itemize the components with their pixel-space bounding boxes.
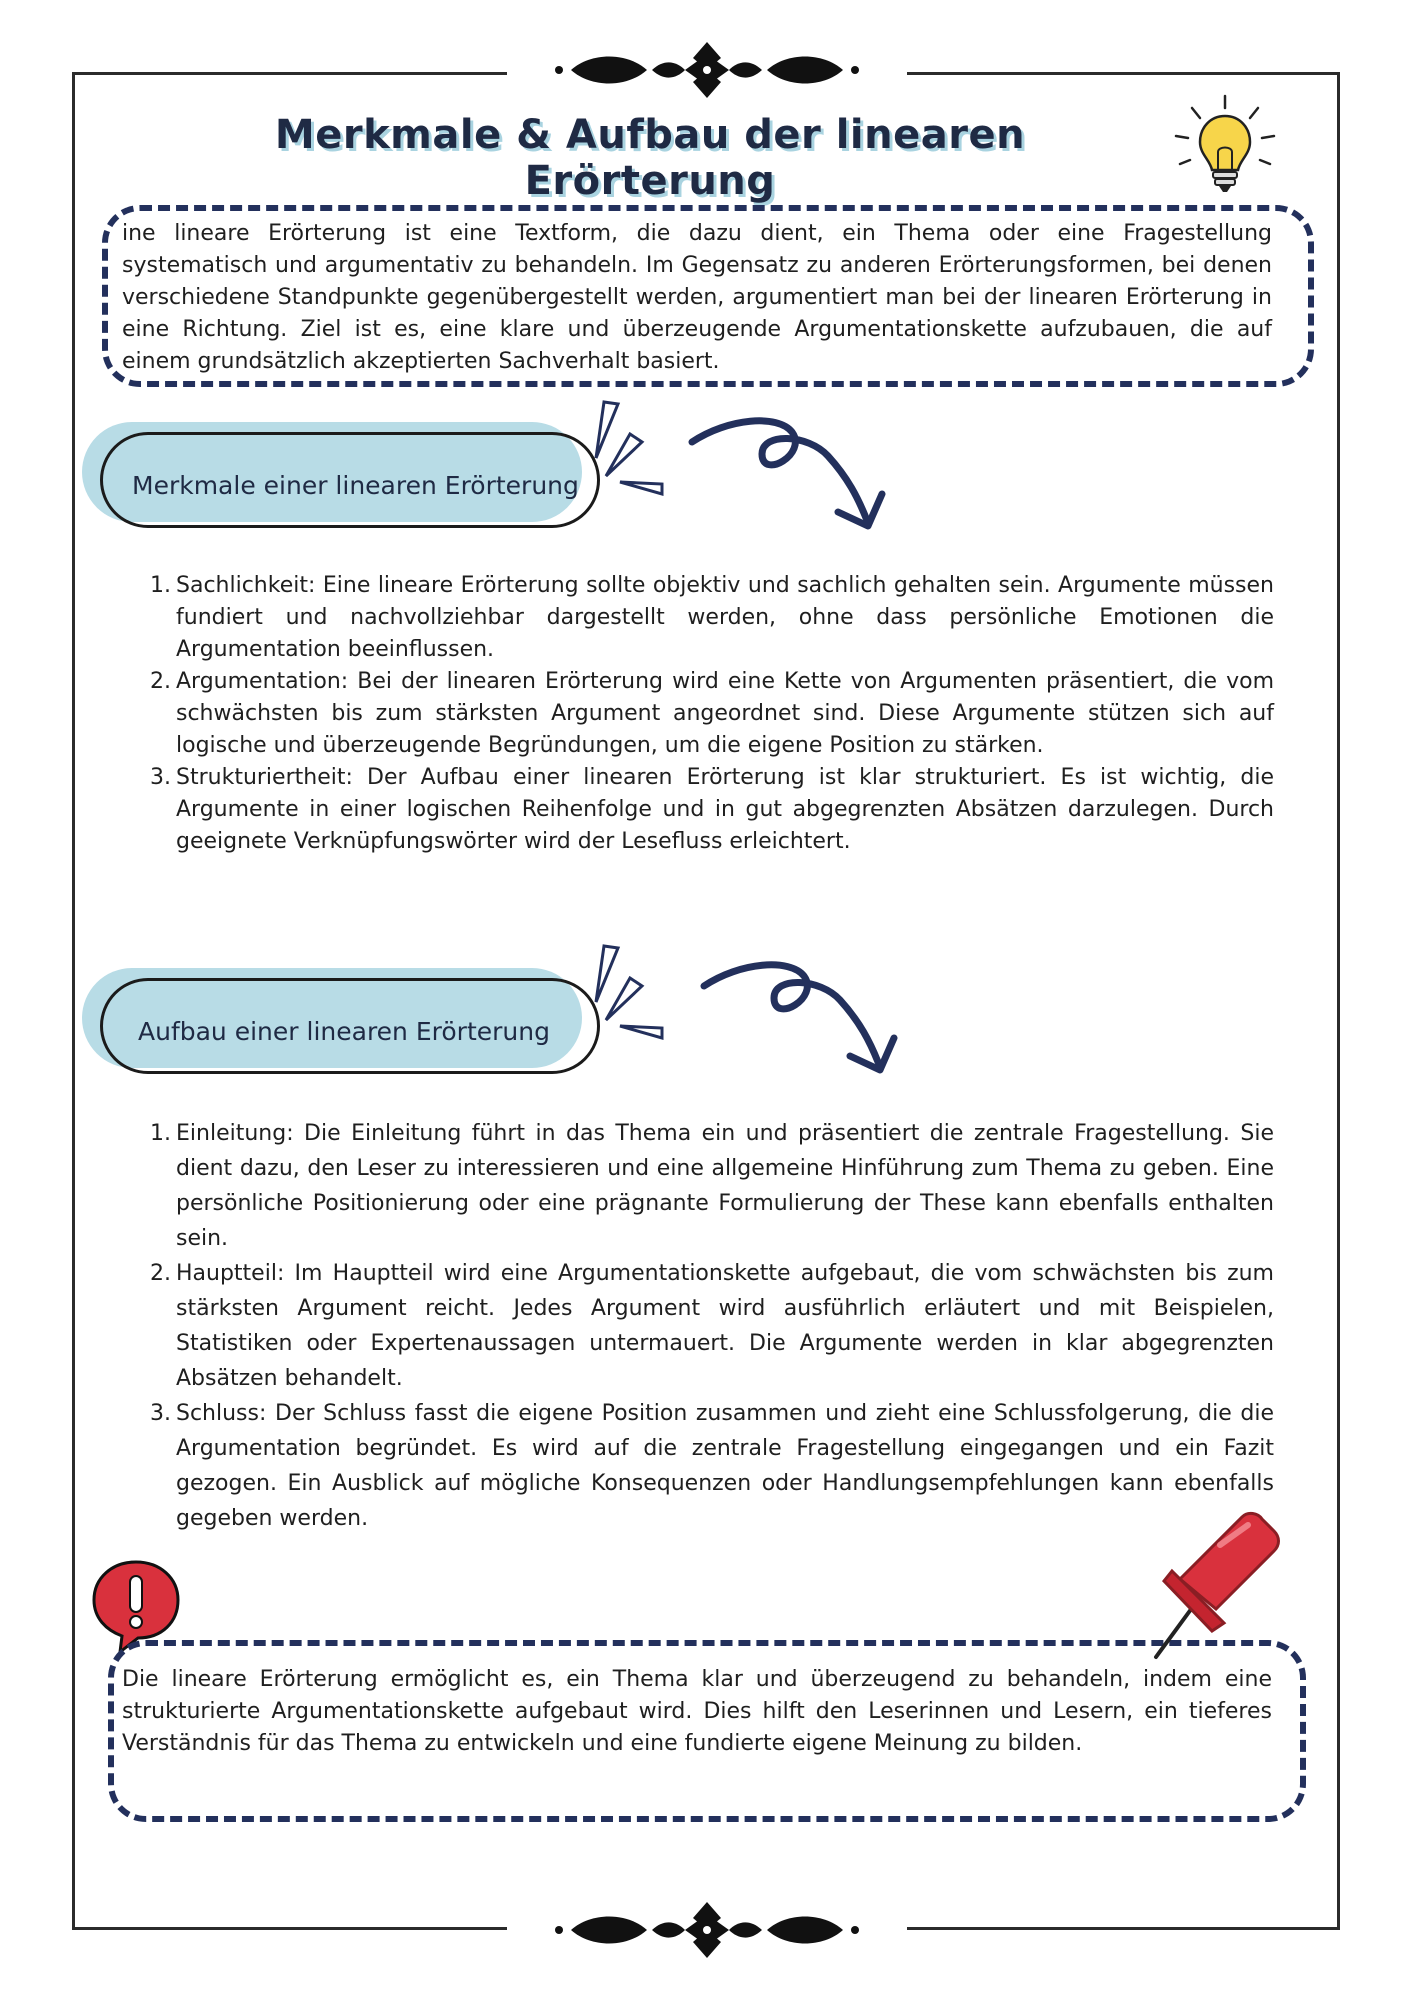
page-title: Merkmale & Aufbau der linearen Erörterung <box>274 112 1026 204</box>
list-item: 3. Schluss: Der Schluss fasst die eigene Position zusammen und zieht eine Schlussfolgerung, die die Argumentation begründet. Es wird auf die zentrale Fragestellung eingegangen und ein Fazit gezogen. Ein Ausblick auf mögliche Konsequenzen oder Handlungsempfehlungen kann ebenfalls gegeben werden. <box>150 1401 1274 1531</box>
ornament-icon <box>507 1898 907 1962</box>
structure-list <box>150 1116 1274 1536</box>
accent-lines-icon <box>590 398 670 498</box>
accent-lines-icon <box>590 942 670 1042</box>
list-item: 2. Argumentation: Bei der linearen Erörterung wird eine Kette von Argumenten präsentiert, die vom schwächsten bis zum stärksten Argument angeordnet sind. Diese Argumente stützen sich auf logische und überzeugende Begründungen, um die eigene Position zu stärken. <box>150 669 1274 758</box>
list-item: 1. Einleitung: Die Einleitung führt in das Thema ein und präsentiert die zentrale Fragestellung. Sie dient dazu, den Leser zu interessieren und eine allgemeine Hinführung zum Thema zu geben. Eine persönliche Positionierung oder eine prägnante Formulierung der These kann ebenfalls enthalten sein. <box>150 1121 1274 1251</box>
curly-arrow-icon <box>688 408 898 538</box>
features-list <box>150 570 1274 858</box>
curly-arrow-icon <box>700 952 910 1082</box>
lightbulb-icon <box>1170 92 1280 202</box>
section1-heading: Merkmale einer linearen Erörterung <box>132 471 579 500</box>
conclusion-paragraph: Die lineare Erörterung ermöglicht es, ein Thema klar und überzeugend zu behandeln, indem eine strukturierte Argumentationskette aufgebaut wird. Dies hilft den Leserinnen und Lesern, ein tieferes Verständnis für das Thema zu entwickeln und eine fundierte eigene Meinung zu bilden. <box>122 1667 1272 1756</box>
list-item: 1. Sachlichkeit: Eine lineare Erörterung sollte objektiv und sachlich gehalten sein. Argumente müssen fundiert und nachvollziehbar dargestellt werden, ohne dass persönliche Emotionen die Argumentation beeinflussen. <box>150 573 1274 662</box>
section2-heading: Aufbau einer linearen Erörterung <box>138 1017 550 1046</box>
ornament-icon <box>507 38 907 102</box>
intro-paragraph: ine lineare Erörterung ist eine Textform, die dazu dient, ein Thema oder eine Fragestellung systematisch und argumentativ zu behandeln. Im Gegensatz zu anderen Erörterungsformen, bei denen verschiedene Standpunkte gegenübergestellt werden, argumentiert man bei der linearen Erörterung in eine Richtung. Ziel ist es, eine klare und überzeugende Argumentationskette aufzubauen, die auf einem grundsätzlich akzeptierten Sachverhalt basiert. <box>122 221 1272 374</box>
list-item: 3. Strukturiertheit: Der Aufbau einer linearen Erörterung ist klar strukturiert. Es ist wichtig, die Argumente in einer logischen Reihenfolge und in gut abgegrenzten Absätzen darzulegen. Durch geeignete Verknüpfungswörter wird der Lesefluss erleichtert. <box>150 765 1274 854</box>
list-item: 2. Hauptteil: Im Hauptteil wird eine Argumentationskette aufgebaut, die vom schwächsten bis zum stärksten Argument reicht. Jedes Argument wird ausführlich erläutert und mit Beispielen, Statistiken oder Expertenaussagen untermauert. Die Argumente werden in klar abgegrenzten Absätzen behandelt. <box>150 1261 1274 1391</box>
push-pin-icon <box>1150 1505 1290 1665</box>
